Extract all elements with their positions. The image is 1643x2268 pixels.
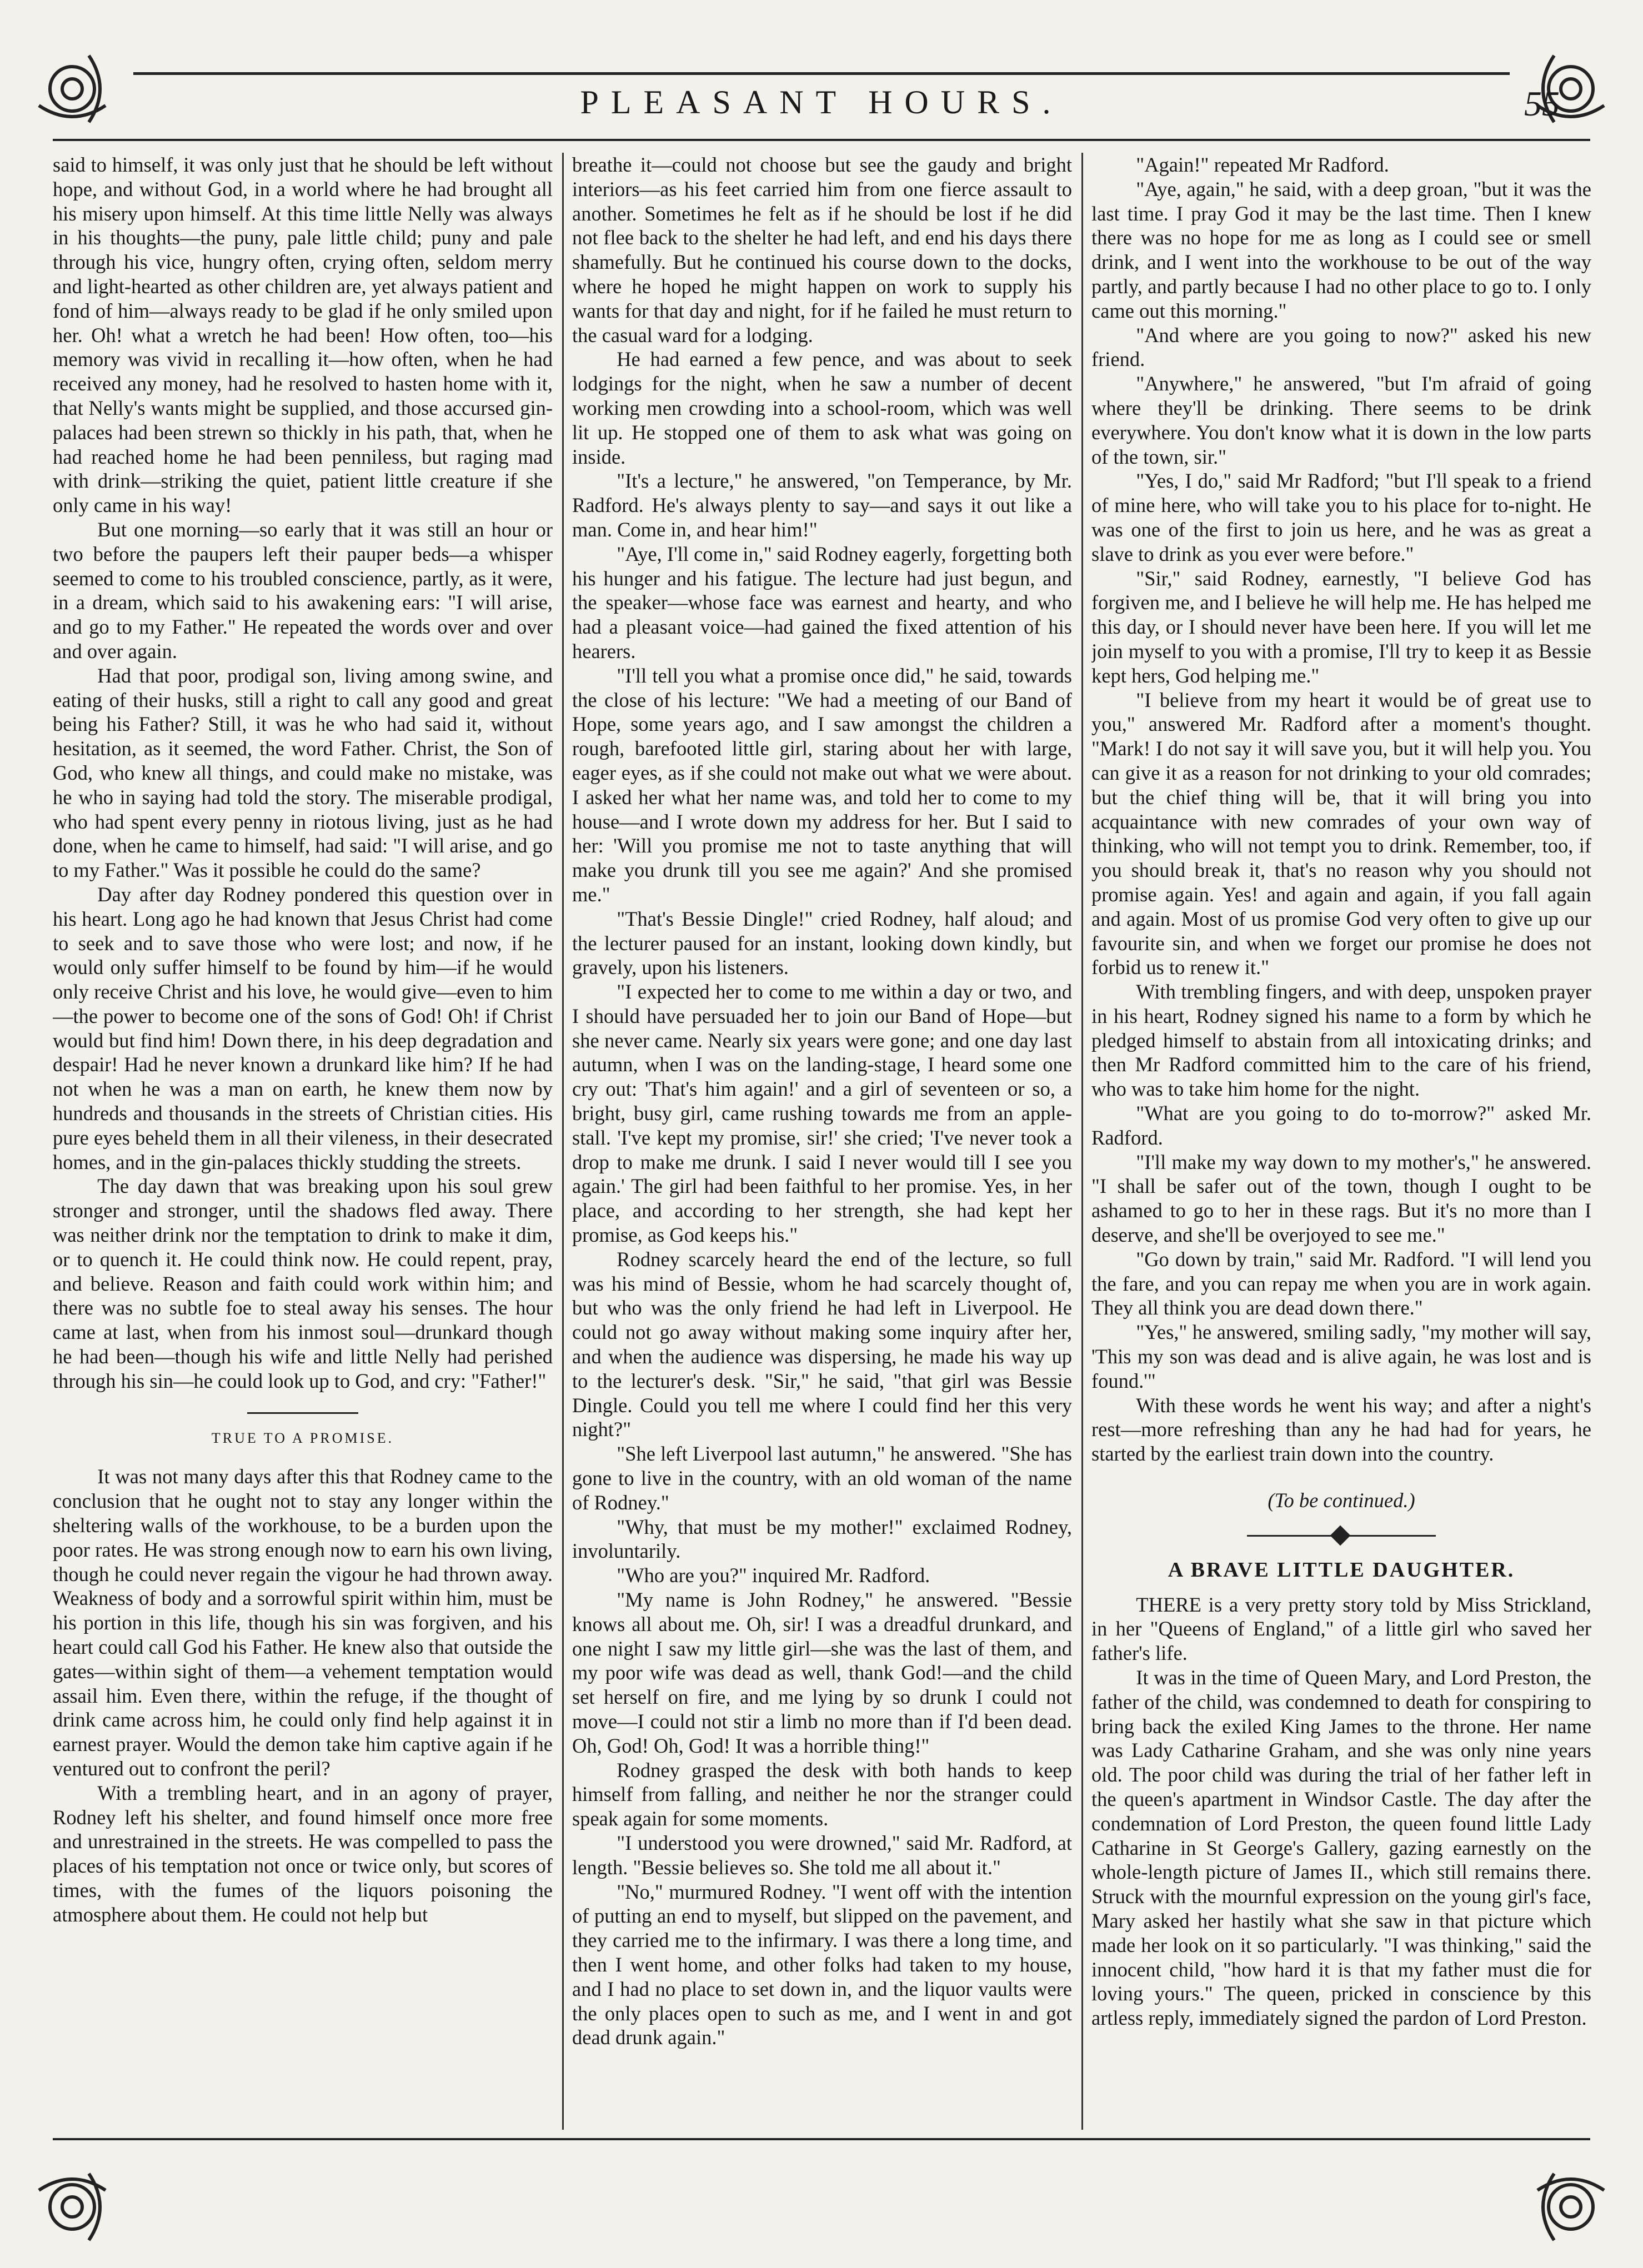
column-2 xyxy=(572,153,1072,2130)
paragraph: With trembling fingers, and with deep, unspoken prayer in his heart, Rodney signed his name to a form by which he pledged himself to abstain from all intoxicating drinks; and then Mr Radford committed him to the care of his friend, who was to take him home for the night. xyxy=(1091,980,1591,1101)
paragraph: He had earned a few pence, and was about to seek lodgings for the night, when he saw a number of decent working men crowding into a school-room, which was well lit up. He stopped one of them to ask what was going on inside. xyxy=(572,348,1072,468)
paragraph: "Why, that must be my mother!" exclaimed Rodney, involuntarily. xyxy=(572,1515,1072,1563)
column-1 xyxy=(53,153,553,2130)
fleuron-divider xyxy=(1247,1527,1436,1544)
paragraph: said to himself, it was only just that he should be left without hope, and without God, in a world where he had brought all his misery upon himself. At this time little Nelly was always in his thoughts—the puny, pale little child; puny and pale through his vice, hungry often, crying often, seldom merry and light-hearted as other children are, yet always patient and fond of him—always ready to be glad if he only smiled upon her. Oh! what a wretch he had been! How often, too—his memory was vivid in recalling it—how often, when he had received any money, had he resolved to hasten home with it, that Nelly's wants might be supplied, and those accursed gin-palaces had been strewn so thickly in his path, that, when he had reached home he had been penniless, but raging mad with drink—striking the quiet, patient little creature if she only came in his way! xyxy=(53,153,553,517)
section-heading: TRUE TO A PROMISE. xyxy=(211,1429,394,1446)
paragraph: "What are you going to do to-morrow?" asked Mr. Radford. xyxy=(1091,1102,1591,1149)
paragraph: It was not many days after this that Rodney came to the conclusion that he ought not to stay any longer within the sheltering walls of the workhouse, to be a burden upon the poor rates. He was strong enough now to earn his own living, though he could never regain the vigour he had thrown away. Weakness of body and a sorrowful spirit within him, must be his portion in this life, though his sin was forgiven, and his heart could call God his Father. He knew also that outside the gates—within sight of them—a vehement temptation would assail him. Even there, within the refuge, if the thought of drink came across him, he could only find help against it in earnest prayer. Would the demon take him captive again if he ventured out to confront the peril? xyxy=(53,1465,553,1780)
paragraph: THERE is a very pretty story told by Miss Strickland, in her "Queens of England," of a little girl who saved her father's life. xyxy=(1091,1593,1591,1665)
running-head: PLEASANT HOURS. xyxy=(580,84,1063,121)
paragraph: "Aye, again," he said, with a deep groan, "but it was the last time. I pray God it may be the last time. Then I knew there was no hope for me as long as I could see or smell drink, and I went into the workhouse to be out of the way partly, and partly because I had no other place to go to. I only came out this morning." xyxy=(1091,177,1591,322)
paragraph: "I understood you were drowned," said Mr. Radford, at length. "Bessie believes so. She told me all about it." xyxy=(572,1831,1072,1879)
paragraph: Had that poor, prodigal son, living among swine, and eating of their husks, still a right to call any good and great being his Father? Still, it was he who had said it, without hesitation, as it seemed, the word Father. Christ, the Son of God, who knew all things, and could make no mistake, was he who in saying had told the story. The miserable prodigal, who had spent every penny in riotous living, just as he had done, when he came to himself, had said: "I will arise, and go to my Father." Was it possible he could do the same? xyxy=(53,664,553,882)
paragraph: "That's Bessie Dingle!" cried Rodney, half aloud; and the lecturer paused for an instant, looking down kindly, but gravely, upon his listeners. xyxy=(572,907,1072,979)
paragraph: The day dawn that was breaking upon his soul grew stronger and stronger, until the shadows fled away. There was neither drink nor the temptation to drink to make it dim, or to quench it. He could think now. He could repent, pray, and believe. Reason and faith could work within him; and there was no subtle foe to steal away his senses. The hour came at last, when from his inmost soul—drunkard though he had been—though his wife and little Nelly had perished through his sin—he could look up to God, and cry: "Father!" xyxy=(53,1175,553,1392)
story-title: A BRAVE LITTLE DAUGHTER. xyxy=(1168,1558,1515,1582)
corner-ornament-icon xyxy=(1499,2135,1610,2246)
section-divider xyxy=(247,1412,358,1414)
paragraph: "No," murmured Rodney. "I went off with the intention of putting an end to myself, but slipped on the pavement, and they carried me to the infirmary. I was there a long time, and then I went home, and other folks had taken to my house, and I had no place to set down in, and the liquor vaults were the only places open to such as me, and I went in and got dead drunk again." xyxy=(572,1880,1072,2049)
paragraph: But one morning—so early that it was still an hour or two before the paupers left their pauper beds—a whisper seemed to come to his troubled conscience, partly, as it were, in a dream, which said to his awakening ears: "I will arise, and go to my Father." He repeated the words over and over and over again. xyxy=(53,518,553,663)
column-3 xyxy=(1091,153,1591,2130)
corner-ornament-icon xyxy=(33,2135,144,2246)
paragraph: "Anywhere," he answered, "but I'm afraid of going where they'll be drinking. There seems to be drink everywhere. You don't know what it is down in the low parts of the town, sir." xyxy=(1091,372,1591,468)
paragraph: "My name is John Rodney," he answered. "Bessie knows all about me. Oh, sir! I was a dreadful drunkard, and one night I saw my little girl—she was the last of them, and my poor wife was dead as well, thank God!—and the child set herself on fire, and me lying by so drunk I could not move—I could not stir a limb no more than if I'd been dead. Oh, God! Oh, God! It was a horrible thing!" xyxy=(572,1588,1072,1757)
article-columns xyxy=(53,153,1594,2130)
paragraph: With a trembling heart, and in an agony of prayer, Rodney left his shelter, and found himself once more free and unrestrained in the streets. He was compelled to pass the places of his temptation not once or twice only, but scores of times, with the fumes of the liquors poisoning the atmosphere about them. He could not help but xyxy=(53,1781,553,1926)
paragraph: "Yes, I do," said Mr Radford; "but I'll speak to a friend of mine here, who will take you to his place for to-night. He was one of the first to join us here, and he was as great a slave to drink as you ever were before." xyxy=(1091,469,1591,565)
paragraph: "Yes," he answered, smiling sadly, "my mother will say, 'This my son was dead and is alive again, he was lost and is found.'" xyxy=(1091,1321,1591,1392)
header-rule xyxy=(53,139,1590,141)
paragraph: With these words he went his way; and after a night's rest—more refreshing than any he had had for years, he started by the earliest train down into the country. xyxy=(1091,1393,1591,1466)
paragraph: Day after day Rodney pondered this question over in his heart. Long ago he had known that Jesus Christ had come to seek and to save those who were lost; and now, if he would only suffer himself to be found by him—if he would only receive Christ and his love, he would give—even to him—the power to become one of the sons of God! Oh! if Christ would but find him! Down there, in his deep degradation and despair! Had he never known a drunkard like him? If he had not when he was a man on earth, he knew them now by hundreds and thousands in the streets of Christian cities. His pure eyes beheld them in all their vileness, in their desecrated homes, and in the gin-palaces thickly studding the streets. xyxy=(53,882,553,1173)
paragraph: "Go down by train," said Mr. Radford. "I will lend you the fare, and you can repay me when you are in work again. They all think you are dead down there." xyxy=(1091,1247,1591,1319)
column-divider xyxy=(562,153,564,2130)
to-be-continued: (To be continued.) xyxy=(1268,1489,1415,1512)
page-number: 55 xyxy=(1524,84,1560,123)
paragraph: Rodney grasped the desk with both hands to keep himself from falling, and neither he nor the stranger could speak again for some moments. xyxy=(572,1758,1072,1830)
top-border-rule xyxy=(133,72,1510,75)
bottom-border-rule xyxy=(53,2138,1590,2140)
paragraph: "She left Liverpool last autumn," he answered. "She has gone to live in the country, with an old woman of the name of Rodney." xyxy=(572,1442,1072,1514)
paragraph: "Aye, I'll come in," said Rodney eagerly, forgetting both his hunger and his fatigue. The lecture had just begun, and the speaker—whose face was earnest and hearty, and who had a pleasant voice—had gained the fixed attention of his hearers. xyxy=(572,542,1072,663)
paragraph: "I'll tell you what a promise once did," he said, towards the close of his lecture: "We had a meeting of our Band of Hope, some years ago, and I saw amongst the children a rough, barefooted little girl, staring about her with large, eager eyes, as if she could not make out what we were about. I asked her what her name was, and told her to come to my house—and I wrote down my address for her. But I said to her: 'Will you promise me not to taste anything that will make you drunk till you see me again?' And she promised me." xyxy=(572,664,1072,906)
paragraph: "Again!" repeated Mr Radford. xyxy=(1136,153,1389,176)
paragraph: It was in the time of Queen Mary, and Lord Preston, the father of the child, was condemned to death for conspiring to bring back the exiled King James to the throne. Her name was Lady Catharine Graham, and she was only nine years old. The poor child was during the trial of her father left in the queen's apartment in Windsor Castle. The day after the condemnation of Lord Preston, the queen found little Lady Catharine in St George's Gallery, gazing earnestly on the whole-length picture of James II., which still remains there. Struck with the mournful expression on the young girl's face, Mary asked her hastily what she saw in that picture which made her look on it so particularly. "I was thinking," said the innocent child, "how hard it is that my father must die for loving yours." The queen, pricked in conscience by this artless reply, immediately signed the pardon of Lord Preston. xyxy=(1091,1666,1591,2030)
paragraph: "Who are you?" inquired Mr. Radford. xyxy=(617,1564,930,1587)
paragraph: "I believe from my heart it would be of great use to you," answered Mr. Radford after a moment's thought. "Mark! I do not say it will save you, but it will help you. You can give it as a reason for not drinking to your old comrades; but the chief thing will be, that it will bring you into acquaintance with new comrades of your own way of thinking, who will not tempt you to drink. Remember, too, if you should break it, that's no reason why you should not promise again. Yes! and again and again, if you fall again and again. Most of us promise God very often to give up our favourite sin, and when we forget our promise he does not forbid us to renew it." xyxy=(1091,688,1591,979)
paragraph: Rodney scarcely heard the end of the lecture, so full was his mind of Bessie, whom he had scarcely thought of, but who was the only friend he had left in Liverpool. He could not go away without making some inquiry after her, and when the audience was dispersing, he made his way up to the lecturer's desk. "Sir," he said, "that girl was Bessie Dingle. Could you tell me where I could find her this very night?" xyxy=(572,1247,1072,1441)
paragraph: "I expected her to come to me within a day or two, and I should have persuaded her to join our Band of Hope—but she never came. Nearly six years were gone; and one day last autumn, when I was on the landing-stage, I heard some one cry out: 'That's him again!' and a girl of seventeen or so, a bright, busy girl, came rushing towards me from an apple-stall. 'I've kept my promise, sir!' she cried; 'I've never took a drop to make me drunk. I said I never would till I see you again.' The girl had been faithful to her promise. Yes, in her place, and according to her strength, she had kept her promise, as God keeps his." xyxy=(572,980,1072,1247)
paragraph: "I'll make my way down to my mother's," he answered. "I shall be safer out of the town, though I ought to be ashamed to go to her in these rags. But it's no more than I deserve, and she'll be overjoyed to see me." xyxy=(1091,1150,1591,1247)
paragraph: breathe it—could not choose but see the gaudy and bright interiors—as his feet carried him from one fierce assault to another. Sometimes he felt as if he should be lost if he did not flee back to the shelter he had left, and end his days there shamefully. But he continued his course down to the docks, where he hoped he might happen on work to supply his wants for that day and night, for if he failed he must return to the casual ward for a lodging. xyxy=(572,153,1072,347)
paragraph: "Sir," said Rodney, earnestly, "I believe God has forgiven me, and I believe he will help me. He has helped me this day, or I should never have been here. If you will let me join myself to you with a promise, I'll try to keep it as Bessie kept hers, God helping me." xyxy=(1091,566,1591,687)
paragraph: "It's a lecture," he answered, "on Temperance, by Mr. Radford. He's always plenty to say—and says it out like a man. Come in, and hear him!" xyxy=(572,469,1072,541)
paragraph: "And where are you going to now?" asked his new friend. xyxy=(1091,323,1591,371)
column-divider xyxy=(1081,153,1083,2130)
